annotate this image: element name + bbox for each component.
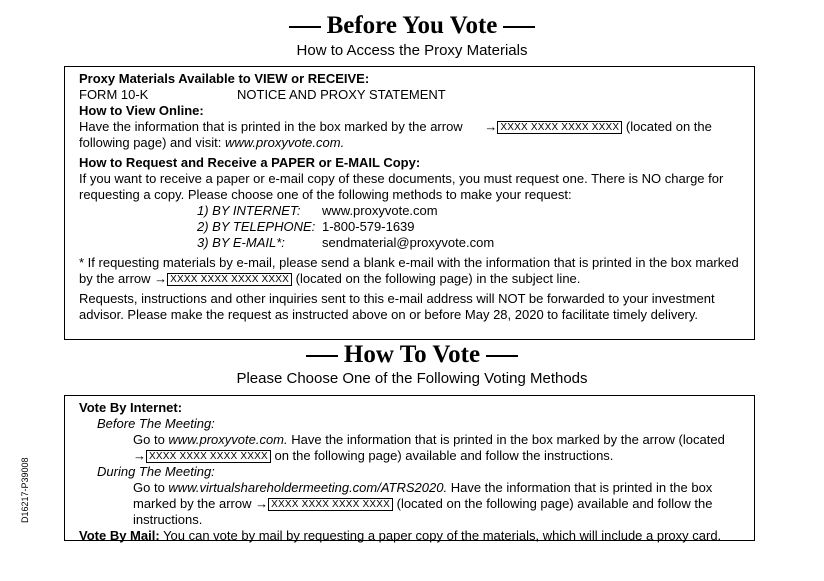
materials-forms xyxy=(79,87,740,103)
proxy-materials-box xyxy=(64,66,755,340)
view-online-text xyxy=(79,119,740,151)
proxyvote-url: www.proxyvote.com. xyxy=(224,135,345,150)
footnote-text-post: (located on the following page) in the subject line. xyxy=(295,271,581,286)
request-method-email xyxy=(197,235,740,251)
vote-mail-text: You can vote by mail by requesting a paper copy of the materials, which will include a proxy card. xyxy=(163,528,722,543)
virtual-meeting-url: www.virtualshareholdermeeting.com/ATRS2020. xyxy=(168,480,448,495)
method-label: 3) BY E-MAIL*: xyxy=(197,235,285,250)
view-online-text-post: (located on the following page) and visit: xyxy=(79,119,712,150)
before-go-to: Go to xyxy=(133,432,165,447)
form-notice: NOTICE AND PROXY STATEMENT xyxy=(237,87,446,102)
request-method-internet xyxy=(197,203,740,219)
voting-methods-subtitle: Please Choose One of the Following Voting Methods xyxy=(236,370,588,387)
method-label: 1) BY INTERNET: xyxy=(197,203,301,218)
access-materials-subtitle: How to Access the Proxy Materials xyxy=(296,42,528,59)
footnote-text-pre: * If requesting materials by e-mail, please send a blank e-mail with the information that is printed in the box marked by the arrow xyxy=(79,255,739,286)
document-code: D16217-P39008 xyxy=(20,457,30,523)
forwarding-note: Requests, instructions and other inquiries sent to this e-mail address will NOT be forwarded to your investment advisor. Please make the request as instructed above on or before May 28, 2020 to facilitate timely delivery. xyxy=(79,291,715,322)
vote-internet-heading: Vote By Internet: xyxy=(79,400,183,415)
method-value: www.proxyvote.com xyxy=(322,203,438,218)
how-to-vote-title: How To Vote xyxy=(343,341,481,368)
proxyvote-url: www.proxyvote.com. xyxy=(168,432,288,447)
heading-rule-right xyxy=(503,26,535,28)
how-to-vote-heading xyxy=(0,341,824,369)
method-label: 2) BY TELEPHONE: xyxy=(197,219,316,234)
vote-mail-line xyxy=(79,528,740,544)
during-text-post: (located on the following page) available and follow the instructions. xyxy=(133,496,713,527)
during-text: Have the information that is printed in the box marked by the arrow xyxy=(133,480,713,511)
during-go-to: Go to xyxy=(133,480,165,495)
heading-rule-left xyxy=(289,26,321,28)
email-footnote xyxy=(79,255,740,287)
before-text: Have the information that is printed in the box marked by the arrow (located xyxy=(291,432,725,447)
control-number-box: XXXX XXXX XXXX XXXX xyxy=(167,273,292,286)
before-text-post: on the following page) available and follow the instructions. xyxy=(274,448,614,463)
arrow-icon: → xyxy=(133,448,146,463)
view-online-heading: How to View Online: xyxy=(79,103,204,118)
method-value: sendmaterial@proxyvote.com xyxy=(322,235,495,250)
request-methods xyxy=(197,203,740,251)
before-you-vote-title: Before You Vote xyxy=(326,12,498,39)
voting-methods-box xyxy=(64,395,755,541)
arrow-icon: → xyxy=(484,119,498,134)
method-value: 1-800-579-1639 xyxy=(322,219,415,234)
request-method-telephone xyxy=(197,219,740,235)
before-you-vote-heading xyxy=(0,12,824,40)
during-meeting-text xyxy=(133,480,740,528)
vote-mail-heading: Vote By Mail: xyxy=(79,528,160,543)
during-meeting-label: During The Meeting: xyxy=(97,464,215,479)
before-meeting-label: Before The Meeting: xyxy=(97,416,215,431)
request-copy-text: If you want to receive a paper or e-mail copy of these documents, you must request one. There is NO charge for requesting a copy. Please choose one of the following methods to make your request: xyxy=(79,171,724,202)
control-number-box: XXXX XXXX XXXX XXXX xyxy=(497,121,622,134)
form-10k: FORM 10-K xyxy=(79,87,149,102)
heading-rule-right xyxy=(486,355,518,357)
heading-rule-left xyxy=(306,355,338,357)
arrow-icon: → xyxy=(154,271,168,286)
arrow-icon: → xyxy=(255,496,269,511)
materials-heading: Proxy Materials Available to VIEW or RECEIVE: xyxy=(79,71,370,86)
before-meeting-text xyxy=(133,432,740,464)
control-number-box: XXXX XXXX XXXX XXXX xyxy=(268,498,393,511)
view-online-text-pre: Have the information that is printed in the box marked by the arrow xyxy=(79,119,463,134)
control-number-box: XXXX XXXX XXXX XXXX xyxy=(146,450,271,463)
request-copy-heading: How to Request and Receive a PAPER or E-MAIL Copy: xyxy=(79,155,421,170)
